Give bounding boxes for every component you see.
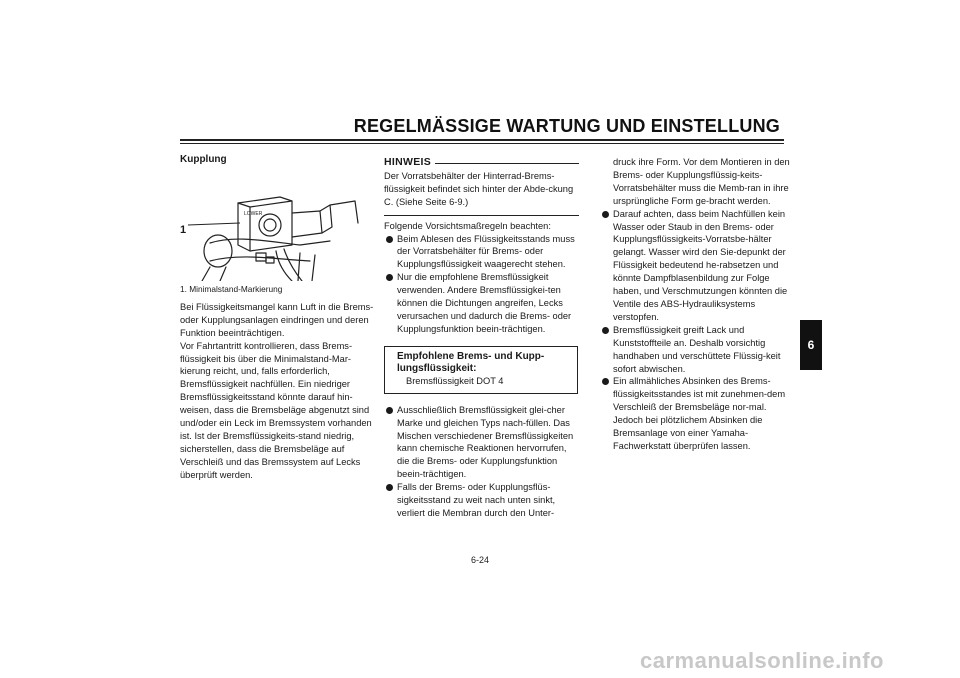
precautions-list-right [600, 208, 790, 453]
middle-column [384, 156, 579, 520]
hinweis-title: HINWEIS [384, 156, 432, 168]
bullet-icon [386, 407, 393, 414]
hinweis-text: Der Vorratsbehälter der Hinterrad-Brems-flüssigkeit befindet sich hinter der Abde-ckung C. (Siehe Seite 6-9.) [384, 170, 574, 207]
list-item: Falls der Brems- oder Kupplungsflüs-sigkeitsstand zu weit nach unten sinkt, verliert die Membran durch den Unter- [384, 481, 579, 520]
recommended-fluid-box [384, 346, 578, 394]
section-heading-kupplung: Kupplung [180, 154, 227, 165]
clutch-reservoir-figure [180, 183, 370, 281]
bullet-icon [386, 236, 393, 243]
bullet-icon [386, 484, 393, 491]
title-rule [180, 139, 784, 144]
watermark: carmanualsonline.info [640, 648, 884, 673]
precautions-intro: Folgende Vorsichtsmaßregeln beachten: [384, 220, 551, 231]
figure-callout-1: 1 [180, 223, 187, 236]
list-item: Beim Ablesen des Flüssigkeitsstands muss der Vorratsbehälter für Brems- oder Kupplungsflüssigkeit waagerecht stehen. [384, 233, 579, 272]
lower-mark-text: LOWER [244, 210, 263, 217]
hinweis-header [384, 156, 579, 169]
chapter-tab[interactable]: 6 [800, 320, 822, 370]
hinweis-rule [435, 163, 579, 164]
recommended-fluid-heading: Empfohlene Brems- und Kupp-lungsflüssigkeit: [397, 350, 545, 374]
list-item: Nur die empfohlene Bremsflüssigkeit verwenden. Andere Bremsflüssigkei-ten können die Dichtungen angreifen, Lecks verursachen und dadurch die Brems- oder Kupplungsfunktion beein-trächtigen. [384, 271, 579, 336]
paragraph-1: Bei Flüssigkeitsmangel kann Luft in die Brems- oder Kupplungsanlagen eindringen und deren Funktion beeinträchtigen. [180, 301, 374, 338]
right-column [600, 156, 790, 453]
bullet-icon [602, 378, 609, 385]
precautions-list-top [384, 233, 579, 336]
recommended-fluid-value: Bremsflüssigkeit DOT 4 [406, 375, 504, 386]
list-item: Ein allmähliches Absinken des Brems-flüssigkeitsstandes ist mit zunehmen-dem Verschleiß der Bremsbeläge nor-mal. Jedoch bei plötzlichem Absinken die Bremsanlage von einer Yamaha-Fachwerkstatt überprüfen lassen. [600, 375, 790, 452]
list-item: Bremsflüssigkeit greift Lack und Kunststoffteile an. Deshalb vorsichtig handhaben und verschüttete Flüssig-keit sofort abwischen. [600, 324, 790, 376]
figure-caption: 1. Minimalstand-Markierung [180, 283, 283, 294]
continuation-text: druck ihre Form. Vor dem Montieren in den Brems- oder Kupplungsflüssig-keits-Vorratsbehälter muss die Memb-ran in ihre ursprüngliche Form ge-bracht werden. [613, 157, 790, 206]
list-item: Ausschließlich Bremsflüssigkeit glei-cher Marke und gleichen Typs nach-füllen. Das Mischen verschiedener Bremsflüssigkeiten kann chemische Reaktionen hervorrufen, die die Brems- oder Kupplungsfunktion beein-trächtigen. [384, 404, 579, 481]
reservoir-illustration [180, 183, 370, 281]
bullet-icon [386, 274, 393, 281]
left-paragraphs [180, 301, 375, 482]
paragraph-2: Vor Fahrtantritt kontrollieren, dass Brems-flüssigkeit bis über die Minimalstand-Mar-kierung reicht, und, falls erforderlich, Bremsflüssigkeit nachfüllen. Ein niedriger Bremsflüssigkeitsstand könnte darauf hin-weisen, dass die Bremsbeläge abgenutzt sind und/oder ein Leck im Bremssystem vorhanden ist. Ist der Bremsflüssigkeits-stand niedrig, sicherstellen, dass die Bremsbeläge auf Verschleiß und das Bremssystem auf Lecks überprüft werden. [180, 340, 372, 480]
page-title: REGELMÄSSIGE WARTUNG UND EINSTELLUNG [353, 116, 780, 136]
hinweis-end-rule [384, 215, 579, 216]
left-column [180, 154, 375, 482]
bullet-icon [602, 327, 609, 334]
bullet-icon [602, 211, 609, 218]
page-number: 6-24 [471, 555, 490, 565]
precautions-list-bottom [384, 404, 579, 520]
list-item: Darauf achten, dass beim Nachfüllen kein Wasser oder Staub in den Brems- oder Kupplungsflüssigkeits-Vorratsbe-hälter gelangt. Wasser wird den Sie-depunkt der Flüssigkeit bedeutend he-rabsetzen und könnte Dampfblasenbildung zur Folge haben, und Verschmutzungen könnten die Ventile des ABS-Hydrauliksystems verstopfen. [600, 208, 790, 324]
